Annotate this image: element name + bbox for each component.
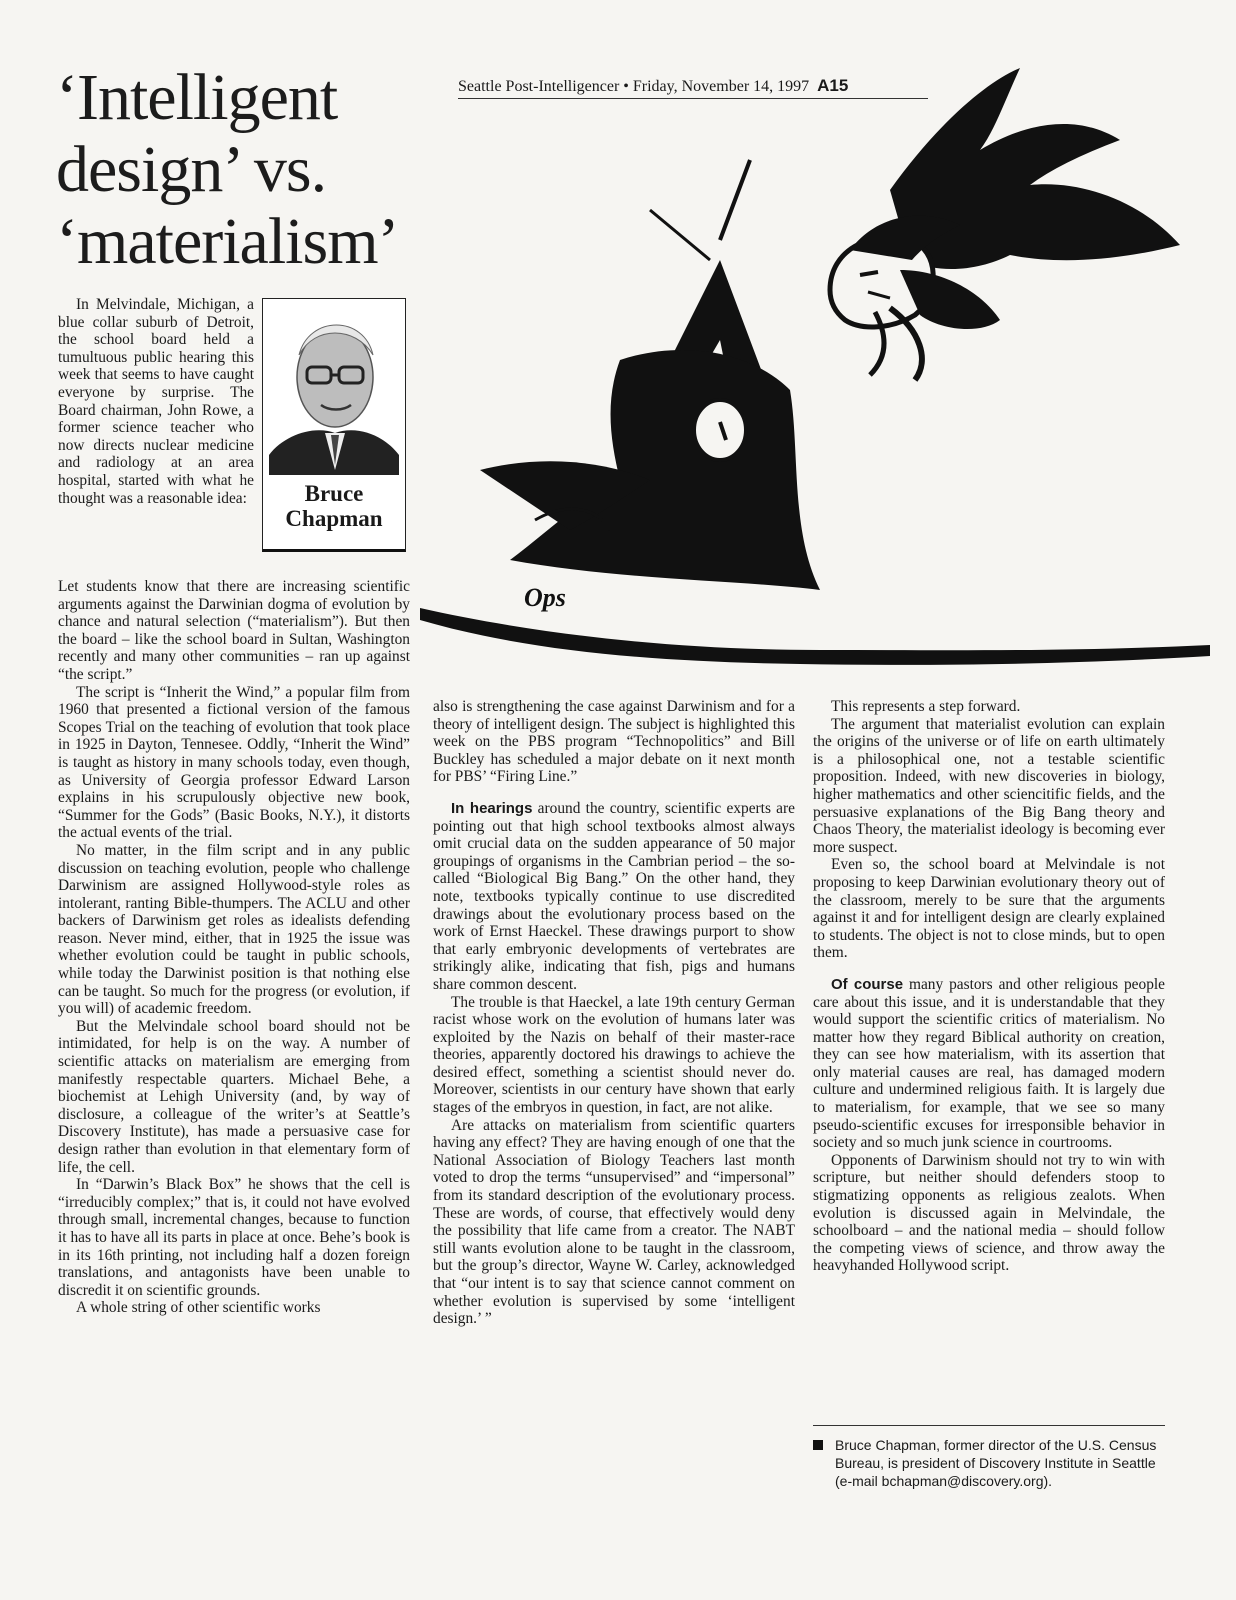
byline-last-name: Chapman [285,506,383,531]
paragraph: The script is “Inherit the Wind,” a popular film from 1960 that presented a fictional version of the famous Scopes Trial on the teaching of evolution that took place in 1925 in Dayton, Tennesee. Oddly, “Inherit the Wind” is taught as history in many schools today, even though, as University of Georgia professor Edward Larson explains in his scrupulously objective new book, “Summer for the Gods” (Basic Books, N.Y.), it distorts the actual events of the trial. [58,683,410,842]
headline-line-2: design’ vs. [56,133,327,206]
paragraph: Let students know that there are increasing scientific arguments against the Darwinian dogma of evolution by chance and natural selection (“materialism”). But then the board – like the school board in Sultan, Washington recently and many other communities – ran up against “the script.” [58,578,410,683]
winged-figure-illustration [420,60,1210,690]
ground-line [420,608,1210,665]
paragraph: Are attacks on materialism from scientific quarters having any effect? They are having enough of one that the National Association of Biology Teachers last month voted to drop the terms “unsupervised” and “impersonal” from its standard description of the evolutionary process. These are words, of course, that effectively would deny the possibility that life came from a creator. The NABT still wants evolution alone to be taught in the classroom, but the group’s director, Wayne W. Carley, acknowledged that “our intent is to say that science cannot comment on whether evolution is supervised by some ‘intelligent design.’ ” [433,1116,795,1328]
paragraph [813,976,1165,1152]
headline-line-1: ‘Intelligent [56,61,338,134]
paragraph [433,800,795,994]
paragraph: Opponents of Darwinism should not try to win with scripture, but neither should defenders stoop to stigmatizing opponents as religious zealots. When evolution is discussed again in Melvindale, the schoolboard – and the national media – should follow the competing views of science, and throw away the heavyhanded Hollywood script. [813,1151,1165,1275]
paragraph: The trouble is that Haeckel, a late 19th century German racist whose work on the evolution of humans later was exploited by the Nazis on behalf of their master-race theories, apparently doctored his drawings to achieve the desired effect, something a scientist should never do. Moreover, scientists in our century have shown that early stages of the embryos in question, in fact, are not alike. [433,993,795,1117]
paragraph: Even so, the school board at Melvindale is not proposing to keep Darwinian evolutionary theory out of the classroom, merely to be sure that the arguments against it and for intelligent design are clearly explained to students. The object is not to close minds, but to open them. [813,856,1165,962]
columnist-photo [269,305,399,475]
bullet-square-icon [813,1440,823,1450]
byline [263,481,405,531]
run-in-head: In hearings [451,799,533,817]
paragraph: This represents a step forward. [831,698,1021,715]
run-in-head: Of course [831,975,904,993]
paragraph: In “Darwin’s Black Box” he shows that the cell is “irreducibly complex;” that is, it could not have evolved through small, incremental changes, because to function it has to have all its parts in place at once. Behe’s book is in its 16th printing, not including half a dozen foreign translations, and antagonists have been unable to discredit it on scientific grounds. [58,1176,410,1299]
arm-shape [900,270,1000,329]
paragraph-text: many pastors and other religious people care about this issue, and it is understandable that they would support the scientific critics of materialism. No matter how they regard Biblical authority on creation, they can see how materialism, with its assertion that only material causes are real, has damaged modern culture and undermined religious faith. It is largely due to materialism, for example, that we see so many pseudo-scientific excuses for irresponsible behavior in society and so much junk science in courtrooms. [813,975,1165,1152]
headline [56,62,426,278]
paragraph: But the Melvindale school board should not be intimidated, for help is on the way. A number of scientific attacks on materialism are emerging from manifestly respectable quarters. Michael Behe, a biochemist at Lehigh University (and, by way of disclosure, a colleague of the writer’s at Seattle’s Discovery Institute), has made a persuasive case for design rather than evolution in that elementary form of life, the cell. [58,1017,410,1176]
column-3 [813,698,1165,1275]
paragraph: No matter, in the film script and in any public discussion on teaching evolution, people who challenge Darwinism are assigned Hollywood-style roles as intolerant, ranting Bible-thumpers. The ACLU and other backers of Darwinism get roles as idealists defending reason. Never mind, either, that in 1925 the issue was whether evolution could be taught in public schools, while today the Darwinist position is that nothing else can be taught. So much for the progress (or evolution, if you will) of academic freedom. [58,841,410,1018]
page-number: A15 [817,76,849,95]
paragraph: The argument that materialist evolution can explain the origins of the universe or of life on earth ultimately is a philosophical one, not a testable scientific proposition. Indeed, with new discoveries in biology, higher mathematics and other sciencitific fields, and the persuasive explanations of the Big Bang theory and Chaos Theory, the materialist ideology is becoming ever more suspect. [813,715,1165,856]
author-tagline [813,1436,1165,1490]
paragraph: also is strengthening the case against Darwinism and for a theory of intelligent design. The subject is highlighted this week on the PBS program “Technopolitics” and Bill Buckley has scheduled a major debate on it next month for PBS’ “Firing Line.” [433,698,795,786]
paragraph-text: around the country, scientific experts are pointing out that high school textbooks almost always omit crucial data on the sudden appearance of 50 major groupings of organisms in the Cambrian period – the so-called “Biological Big Bang.” On the other hand, they note, textbooks typically continue to use discredited drawings about the evolutionary process based on the work of Ernst Haeckel. These drawings purport to show that early embryonic developments of vertebrates are strikingly alike, indicating that fish, pigs and humans share common descent. [433,799,795,993]
tagline-text: Bruce Chapman, former director of the U.S. Census Bureau, is president of Discovery Institute in Seattle (e-mail bchapman@discovery.org). [835,1437,1157,1489]
column-2 [433,698,795,1328]
folio-text: Seattle Post-Intelligencer • Friday, November 14, 1997 [458,78,810,95]
byline-first-name: Bruce [304,481,364,506]
headline-line-3: ‘materialism’ [56,205,399,278]
lead-paragraph: In Melvindale, Michigan, a blue collar suburb of Detroit, the school board held a tumultuous public hearing this week that seems to have caught everyone by surprise. The Board chairman, John Rowe, a former science teacher who now directs nuclear medicine and radiology at an area hospital, started with what he thought was a reasonable idea: [58,296,254,507]
tagline-rule [813,1425,1165,1426]
paragraph: A whole string of other scientific works [76,1299,321,1317]
columnist-mug [262,298,406,552]
column-1 [58,578,410,1317]
artist-signature: Ops [524,583,566,612]
